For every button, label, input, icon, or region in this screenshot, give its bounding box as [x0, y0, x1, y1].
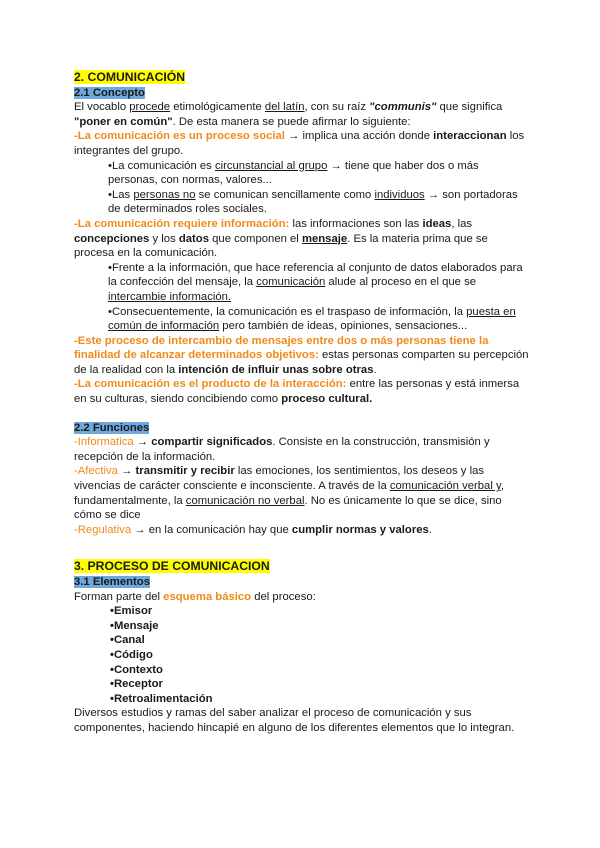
function-regulative: -Regulativa → en la comunicación hay que cumplir normas y valores.: [74, 523, 432, 536]
list-item: •Receptor: [110, 678, 163, 691]
subsection-heading: 2.1 Concepto: [74, 86, 145, 99]
function-informative: -Informatica → compartir significados. Consiste en la construcción, transmisión y recepción de la información.: [74, 436, 490, 463]
list-item: •Código: [110, 648, 153, 661]
closing-paragraph: Diversos estudios y ramas del saber analizar el proceso de comunicación y sus componentes, haciendo hincapié en alguno de los diferentes elementos que lo integran.: [74, 707, 515, 734]
list-item: •Contexto: [110, 663, 163, 676]
spacer: [74, 537, 530, 559]
paragraph-intro: El vocablo procede etimológicamente del latín, con su raíz "communis" que significa "poner en común". De esta manera se puede afirmar lo siguiente:: [74, 101, 503, 128]
list-item: •Canal: [110, 634, 145, 647]
spacer: [74, 407, 530, 421]
elements-intro: Forman parte del esquema básico del proceso:: [74, 590, 316, 603]
section-heading: 3. PROCESO DE COMUNICACION: [74, 559, 270, 574]
point-social-process: -La comunicación es un proceso social → implica una acción donde interaccionan los integrantes del grupo.: [74, 130, 525, 157]
list-item: •Emisor: [110, 605, 153, 618]
subsection-heading: 3.1 Elementos: [74, 576, 150, 588]
bullet-individuals: •Las personas no se comunican sencillamente como individuos → son portadoras de determinados roles sociales.: [108, 188, 518, 216]
point-objectives: -Este proceso de intercambio de mensajes entre dos o más personas tiene la finalidad de alcanzar determinados objetivos: estas personas comparten su percepción de la realidad con la intención de influir unas sobre otras.: [74, 334, 529, 376]
list-item: •Mensaje: [110, 619, 159, 632]
subsection-heading: 2.2 Funciones: [74, 421, 150, 434]
point-information: -La comunicación requiere información: las informaciones son las ideas, las concepciones y los datos que componen el mensaje. Es la materia prima que se procesa en la comunicación.: [74, 217, 488, 260]
point-cultural-product: -La comunicación es el producto de la interacción: entre las personas y está inmersa en su culturas, siendo concibiendo como proceso cultural.: [74, 378, 520, 406]
bullet-circumstantial: •La comunicación es circunstancial al grupo → tiene que haber dos o más personas, con normas, valores...: [108, 159, 479, 187]
bullet-information-vs-communication: •Frente a la información, que hace referencia al conjunto de datos elaborados para la confección del mensaje, la comunicación alude al proceso en el que se intercambie información.: [108, 261, 523, 303]
section-heading: 2. COMUNICACIÓN: [74, 70, 186, 84]
function-affective: -Afectiva → transmitir y recibir las emociones, los sentimientos, los deseos y las vivencias de carácter consciente e inconsciente. A través de la comunicación verbal y, fundamentalmente, la comunicación no verbal. No es únicamente lo que se dice, sino cómo se dice: [74, 465, 504, 522]
bullet-transfer: •Consecuentemente, la comunicación es el traspaso de información, la puesta en común de información pero también de ideas, opiniones, sensaciones...: [108, 305, 516, 333]
list-item: •Retroalimentación: [110, 692, 213, 705]
elements-list: [74, 604, 530, 706]
